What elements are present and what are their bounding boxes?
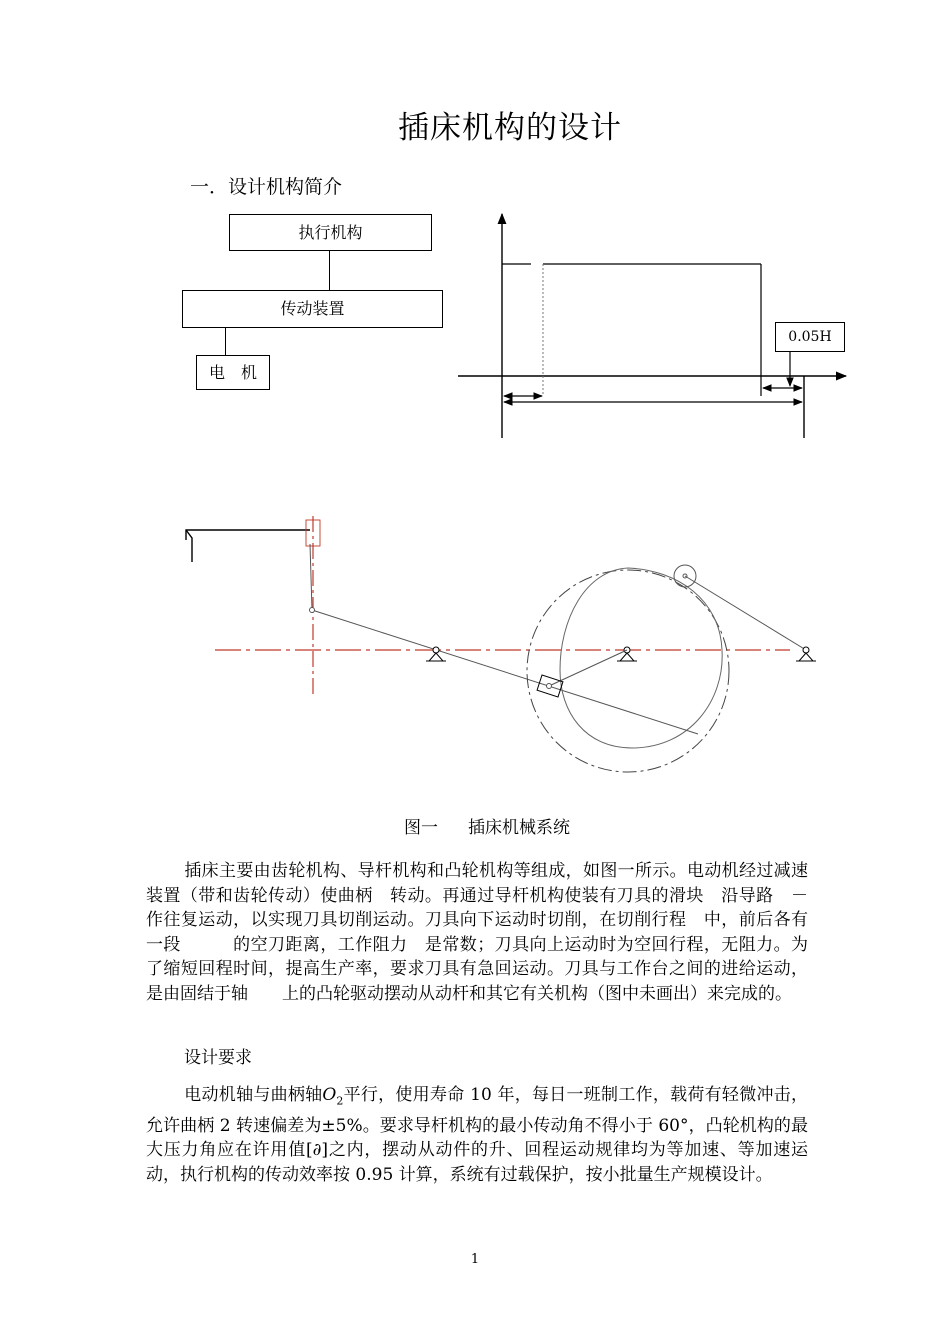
mechanism-drawing <box>0 480 950 790</box>
fixed-pivot <box>617 647 637 661</box>
guide-bar <box>312 610 698 734</box>
paragraph <box>146 859 825 1006</box>
page-title: 插床机构的设计 <box>398 110 622 146</box>
pin-joint <box>310 608 315 613</box>
cam-pitch-circle <box>527 570 729 772</box>
paragraph-text: 平行，使用寿命 10 年，每日一班制工作，载荷有轻微冲击，允许曲柄 2 转速偏差为±5%。要求导杆机构的最小传动角不得小于 60°，凸轮机构的最大压力角应在许用值[∂]之内，摆动从动件的升、回程运动规律均为等加速、等加速运动，执行机构的传动效率按 0.95 计算，系统有过载保护，按小批量生产规模设计。 <box>146 1085 808 1185</box>
fixed-pivot <box>796 647 816 661</box>
subheading-text: 设计要求 <box>184 1048 252 1068</box>
axis-symbol: O <box>322 1085 337 1105</box>
figure-number: 图一 <box>404 818 438 838</box>
pin-joint <box>547 684 552 689</box>
executor-box: 执行机构 <box>229 214 432 251</box>
transmission-box: 传动装置 <box>182 290 443 328</box>
paragraph-text: 电动机轴与曲柄轴 <box>184 1085 323 1105</box>
follower-arm <box>685 576 806 650</box>
fixed-pivot <box>426 647 446 661</box>
axis-subscript: 2 <box>336 1094 344 1108</box>
tool-holder <box>186 530 310 540</box>
section-heading: 一．设计机构简介 <box>190 176 343 198</box>
page-number: 1 <box>470 1252 480 1267</box>
connecting-rod <box>310 544 312 610</box>
offset-label: 0.05H <box>775 322 845 352</box>
tool-tip <box>186 530 192 562</box>
motor-box: 电 机 <box>196 355 270 390</box>
figure-title: 插床机械系统 <box>468 818 570 838</box>
motion-graph <box>0 0 950 460</box>
paragraph-text: 插床主要由齿轮机构、导杆机构和凸轮机构等组成，如图一所示。电动机经过减速装置（带和齿轮传动）使曲柄 转动。再通过导杆机构使装有刀具的滑块 沿导路 － 作往复运动，以实现刀具切削运动。刀具向下运动时切削，在切削行程 中，前后各有一段 的空刀距离，工作阻力 是常数；刀具向上运动时为空回行程，无阻力。为了缩短回程时间，提高生产率，要求刀具有急回运动。刀具与工作台之间的进给运动，是由固结于轴 上的凸轮驱动摆动从动杆和其它有关机构（图中未画出）来完成的。 <box>146 861 825 1004</box>
subheading <box>146 1046 808 1071</box>
cam-profile <box>560 568 722 748</box>
figure-caption <box>404 813 570 838</box>
paragraph <box>146 1083 808 1187</box>
